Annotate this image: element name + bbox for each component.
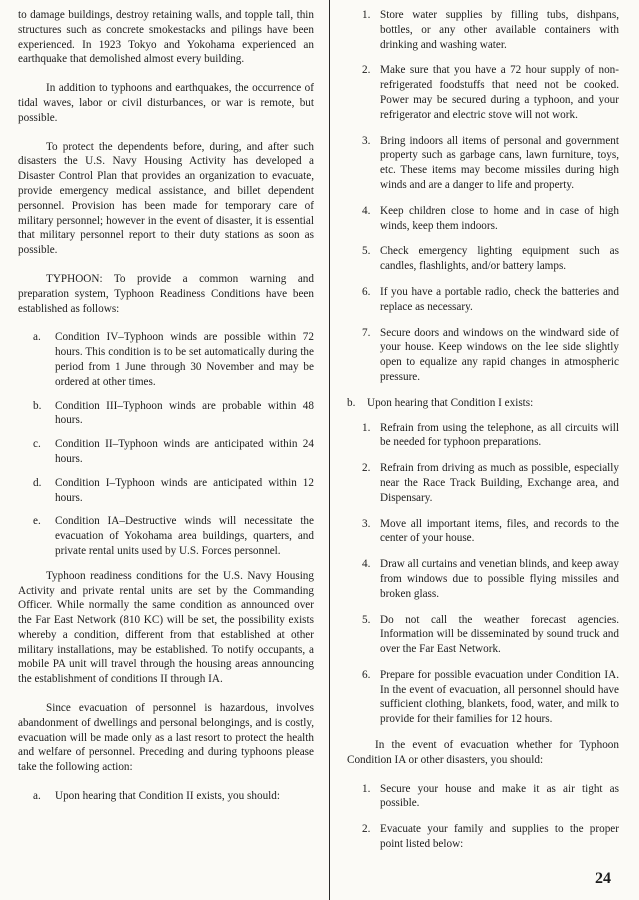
list-marker: 6. [362, 285, 371, 298]
list-marker: 5. [362, 245, 371, 258]
list-item-text: If you have a portable radio, check the batteries and replace as necessary. [380, 285, 619, 313]
list-item-text: Prepare for possible evacuation under Condition IA. In the event of evacuation, all personnel should have sufficient clothing, blankets, food, water, and milk to provide for their families for 12 hours. [380, 668, 619, 726]
list-item-text: Refrain from driving as much as possible, especially near the Race Track Building, Exchange area, and Dispensary. [380, 462, 619, 504]
list-item-text: Refrain from using the telephone, as all circuits will be needed for typhoon preparations. [380, 421, 619, 449]
list-item-text: Keep children close to home and in case of high winds, keep them indoors. [380, 204, 619, 232]
list-item [18, 514, 314, 558]
paragraph-earthquake-damage: to damage buildings, destroy retaining walls, and topple tall, thin structures such as concrete smokestacks and pilings have been experienced. In 1923 Tokyo and Yokohama experienced an earthquake that demolished almost every building. [18, 9, 314, 66]
paragraph-evacuation-hazard: Since evacuation of personnel is hazardous, involves abandonment of dwellings and personal belongings, and is costly, evacuation will be made only as a last resort to protect the health and welfare of personnel. Preceding and during typhoons please take the following action: [18, 702, 314, 774]
list-item [347, 285, 619, 315]
list-marker: a. [33, 790, 41, 803]
list-item-text: Condition III–Typhoon winds are probable within 48 hours. [55, 399, 314, 427]
list-item [347, 822, 619, 852]
list-marker: 6. [362, 668, 371, 681]
list-marker: a. [33, 331, 41, 344]
list-item [18, 399, 314, 429]
list-marker: 2. [362, 823, 371, 836]
list-marker: c. [33, 438, 41, 451]
list-item-text: Draw all curtains and venetian blinds, and keep away from windows due to possible flying missiles and broken glass. [380, 558, 619, 600]
list-marker: 5. [362, 613, 371, 626]
list-item-text: Make sure that you have a 72 hour supply of non-refrigerated foodstuffs that need not be cooked. Power may be secured during a typhoon, and your refrigerator and electric stove will not work. [380, 64, 619, 121]
paragraph-evacuation-instructions: In the event of evacuation whether for Typhoon Condition IA or other disasters, you should: [347, 739, 619, 766]
list-item [347, 668, 619, 727]
list-item [347, 461, 619, 505]
list-item-text: Do not call the weather forecast agencies. Information will be disseminated by sound truck and over the Far East Network. [380, 613, 619, 656]
list-item [347, 421, 619, 451]
list-item-text: Upon hearing that Condition I exists: [367, 396, 534, 409]
left-column [18, 8, 314, 813]
list-item [347, 782, 619, 812]
list-item-text: Secure your house and make it as air tight as possible. [380, 782, 619, 810]
paragraph-disaster-control-plan: To protect the dependents before, during, and after such disasters the U.S. Navy Housing Activity has developed a Disaster Control Plan that provides an organization to evacuate, provide emergency medical assistance, and billet dependent personnel. Provision has been made for temporary care of military personnel; however in the event of disaster, it is essential that military personnel report to their duty stations as soon as possible. [18, 140, 314, 257]
list-marker: 7. [362, 326, 371, 339]
list-item [347, 557, 619, 601]
list-marker: 3. [362, 517, 371, 530]
list-item-text: Secure doors and windows on the windward side of your house. Keep windows on the lee side slightly open to equalize any rapid changes in atmospheric pressure. [380, 326, 619, 383]
list-marker: 2. [362, 462, 371, 475]
column-divider [329, 0, 330, 900]
list-marker: b. [347, 396, 356, 409]
condition-two-actions-list [347, 8, 619, 385]
list-item [347, 517, 619, 547]
list-item [347, 326, 619, 385]
condition-one-actions-list [347, 421, 619, 728]
list-item [347, 244, 619, 274]
list-item [347, 8, 619, 52]
list-item-text: Condition IA–Destructive winds will necessitate the evacuation of Yokohama area buildings, quarters, and private rental units used by U.S. Forces personnel. [55, 515, 314, 557]
list-item-text: Store water supplies by filling tubs, dishpans, bottles, or any other available containers with drinking and washing water. [380, 9, 619, 51]
list-item-text: Condition IV–Typhoon winds are possible within 72 hours. This condition is to be set automatically during the period from 1 June through 30 November and may be ordered at other times. [55, 331, 314, 388]
list-item-text: Bring indoors all items of personal and government property such as garbage cans, lawn furniture, toys, etc. These items may become missiles during high winds and are a danger to life and property. [380, 134, 619, 191]
list-marker: 1. [362, 421, 371, 434]
list-marker: 1. [362, 9, 371, 21]
list-marker: 2. [362, 64, 371, 77]
list-item [347, 134, 619, 193]
list-marker: 1. [362, 782, 371, 795]
subsection-a-heading [18, 789, 314, 804]
list-item-text: Condition II–Typhoon winds are anticipated within 24 hours. [55, 438, 314, 465]
paragraph-other-disasters: In addition to typhoons and earthquakes, the occurrence of tidal waves, labor or civil disturbances, or war is remote, but possible. [18, 82, 314, 124]
list-marker: 3. [362, 134, 371, 147]
list-marker: e. [33, 515, 41, 528]
list-item [18, 330, 314, 389]
list-marker: 4. [362, 204, 371, 217]
list-marker: 4. [362, 558, 371, 571]
list-item [347, 613, 619, 657]
page-number: 24 [595, 870, 611, 887]
list-item [347, 63, 619, 122]
list-item-text: Upon hearing that Condition II exists, you should: [55, 790, 280, 803]
list-item-text: Evacuate your family and supplies to the proper point listed below: [380, 823, 619, 851]
list-marker: d. [33, 476, 42, 489]
list-item-text: Condition I–Typhoon winds are anticipated within 12 hours. [55, 476, 314, 504]
evacuation-actions-list [347, 782, 619, 852]
right-column [347, 8, 619, 863]
list-item [18, 476, 314, 506]
list-item-text: Check emergency lighting equipment such as candles, flashlights, and/or battery lamps. [380, 245, 619, 273]
list-item [18, 437, 314, 467]
paragraph-typhoon-intro: TYPHOON: To provide a common warning and preparation system, Typhoon Readiness Conditions have been established as follows: [18, 272, 314, 315]
typhoon-conditions-list [18, 330, 314, 558]
list-item-text: Move all important items, files, and records to the center of your house. [380, 517, 619, 545]
subsection-b-heading [347, 396, 619, 411]
list-marker: b. [33, 399, 42, 412]
list-item [347, 204, 619, 234]
paragraph-readiness-conditions: Typhoon readiness conditions for the U.S. Navy Housing Activity and private rental units are set by the Commanding Officer. While normally the same condition as announced over the Far East Network (810 KC) will be set, the possibility exists whereby a condition, different from that established at other military installations, may be established. To notify occupants, a mobile PA unit will travel through the housing areas announcing the establishment of conditions II through IA. [18, 569, 314, 686]
